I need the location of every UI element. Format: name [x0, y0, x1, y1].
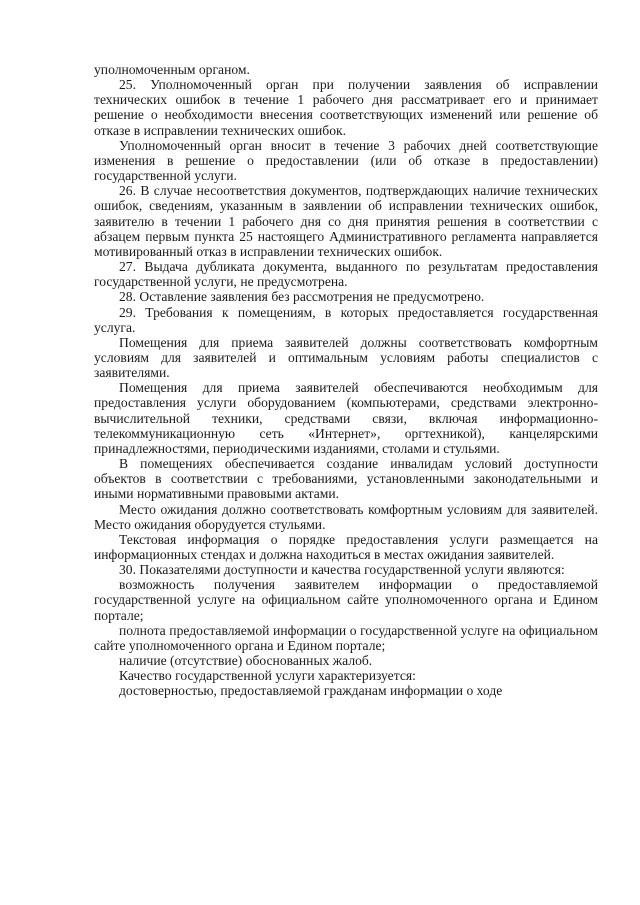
paragraph-item-29: 29. Требования к помещениям, в которых предоставляется государственная услуга.	[94, 304, 598, 335]
paragraph-info-stands: Текстовая информация о порядке предоставления услуги размещается на информационных стендах и должна находиться в местах ожидания заявителей.	[94, 531, 598, 562]
paragraph-accessibility: В помещениях обеспечивается создание инвалидам условий доступности объектов в соответствии с требованиями, установленными законодательными и иными нормативными правовыми актами.	[94, 456, 598, 502]
paragraph-quality-heading: Качество государственной услуги характеризуется:	[119, 668, 416, 684]
paragraph-item-27: 27. Выдача дубликата документа, выданного по результатам предоставления государственной услуги, не предусмотрена.	[94, 259, 598, 290]
paragraph-item-25-changes: Уполномоченный орган вносит в течение 3 рабочих дней соответствующие изменения в решение о предоставлении (или об отказе в предоставлении) государственной услуги.	[94, 137, 598, 184]
paragraph-item-28: 28. Оставление заявления без рассмотрения не предусмотрено.	[119, 289, 485, 305]
paragraph-item-25: 25. Уполномоченный орган при получении заявления об исправлении технических ошибок в течение 1 рабочего дня рассматривает его и принимает решение о необходимости внесения соответствующих изменений или решение об отказе в исправлении технических ошибок.	[94, 77, 598, 138]
paragraph-indicator-info-completeness: полнота предоставляемой информации о государственной услуге на официальном сайте уполномоченного органа и Едином портале;	[94, 622, 598, 653]
paragraph-premises-comfort: Помещения для приема заявителей должны соответствовать комфортным условиям для заявителей и оптимальным условиям работы специалистов с заявителями.	[94, 334, 598, 381]
paragraph-premises-equipment: Помещения для приема заявителей обеспечиваются необходимым для предоставления услуги оборудованием (компьютерами, средствами электронно-вычислительной техники, средствами связи, включая информационно-телекоммуникационную сеть «Интернет», оргтехникой), канцелярскими принадлежностями, периодическими изданиями, столами и стульями.	[94, 380, 598, 456]
paragraph-indicator-complaints: наличие (отсутствие) обоснованных жалоб.	[119, 653, 373, 669]
paragraph-waiting-area: Место ожидания должно соответствовать комфортным условиям для заявителей. Место ожидания оборудуется стульями.	[94, 501, 598, 532]
paragraph-item-26: 26. В случае несоответствия документов, подтверждающих наличие технических ошибок, сведениям, указанным в заявлении об исправлении технических ошибок, заявителю в течении 1 рабочего дня со дня принятия решения в соответствии с абзацем первым пункта 25 настоящего Административного регламента направляется мотивированный отказ в исправлении технических ошибок.	[94, 183, 598, 259]
paragraph-continuation: уполномоченным органом.	[94, 62, 250, 77]
paragraph-indicator-info-availability: возможность получения заявителем информации о предоставляемой государственной услуге на официальном сайте уполномоченного органа и Едином портале;	[94, 577, 598, 623]
paragraph-quality-reliability: достоверностью, предоставляемой гражданам информации о ходе	[119, 683, 503, 699]
paragraph-item-30: 30. Показателями доступности и качества государственной услуги являются:	[119, 562, 565, 578]
